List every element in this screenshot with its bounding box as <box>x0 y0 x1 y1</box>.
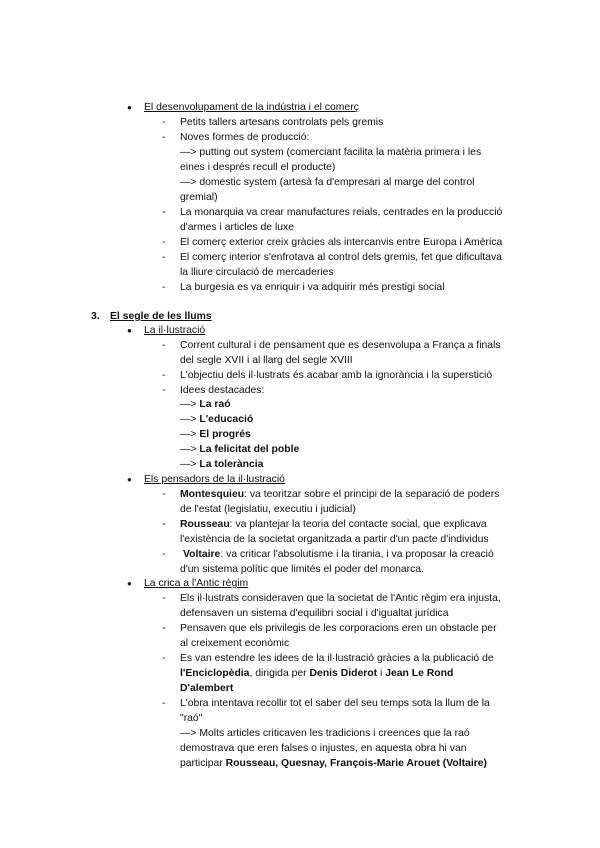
bullet-dot: ● <box>127 103 132 112</box>
item-line: L'objectiu dels il·lustrats és acabar amb la ignorància i la superstició <box>180 370 493 381</box>
idea-line <box>180 428 251 441</box>
arrow: —> <box>180 414 197 425</box>
dash: - <box>162 698 166 709</box>
idea-felicitat: La felicitat del poble <box>199 444 300 455</box>
item-line: Els il·lustrats consideraven que la societat de l'Antic règim era injusta, <box>180 593 501 604</box>
bullet-pensadors: Els pensadors de la il·lustració <box>144 474 285 485</box>
item-line: la lliure circulació de mercaderies <box>180 267 334 278</box>
item-line: —> domestic system (artesà fa d'empresari al marge del control <box>180 177 475 188</box>
dash: - <box>162 549 166 560</box>
dash: - <box>162 385 166 396</box>
idea-line <box>180 443 299 456</box>
dash: - <box>162 252 166 263</box>
item-line: Noves formes de producció: <box>180 132 310 143</box>
dash: - <box>162 593 166 604</box>
idea-tolerancia: La tolerància <box>199 459 264 470</box>
dash: - <box>162 489 166 500</box>
item-line: L'obra intentava recollir tot el saber del seu temps sota la llum de la <box>180 698 490 709</box>
item-line: de l'estat (legislatiu, executiu i judicial) <box>180 504 356 515</box>
item-line: Petits tallers artesans controlats pels gremis <box>180 117 384 128</box>
item-line <box>183 548 494 561</box>
item-line: El comerç exterior creix gràcies als intercanvis entre Europa i Amèrica <box>180 237 503 248</box>
work-enciclopedia: l'Enciclopèdia <box>180 668 250 679</box>
item-line <box>180 518 487 531</box>
dash: - <box>162 132 166 143</box>
bullet-critica: La crica a l'Antic règim <box>144 578 249 589</box>
idea-line <box>180 398 231 411</box>
item-line <box>180 757 487 770</box>
item-line: La monarquia va crear manufactures reials, centrades en la producció <box>180 207 503 218</box>
participants: Rousseau, Quesnay, François-Marie Arouet (Voltaire) <box>225 758 487 769</box>
item-line: l'existència de la societat organitzada a partir d'un pacte d'individus <box>180 534 489 545</box>
dash: - <box>162 623 166 634</box>
section-title: El segle de les llums <box>110 311 212 322</box>
text: : va teoritzar sobre el principi de la separació de poders <box>244 489 500 500</box>
bullet-industria-comerc: El desenvolupament de la indústria i el comerç <box>144 102 359 113</box>
item-line: eines i després recull el producte) <box>180 162 336 173</box>
name-diderot: Denis Diderot <box>309 668 378 679</box>
text: : va plantejar la teoria del contacte social, que explicava <box>229 519 487 530</box>
idea-rao: La raó <box>199 399 231 410</box>
bullet-dot: ● <box>127 475 132 484</box>
text: : va criticar l'absolutisme i la tirania, i va proposar la creació <box>220 549 494 560</box>
name-jean-le-rond: Jean Le Rond <box>385 668 454 679</box>
dash: - <box>162 282 166 293</box>
dash: - <box>162 117 166 128</box>
arrow: —> <box>180 459 197 470</box>
text: , dirigida per <box>249 668 310 679</box>
item-line: Corrent cultural i de pensament que es desenvolupa a França a finals <box>180 340 501 351</box>
item-line: "raó" <box>180 713 203 724</box>
item-line: —> Molts articles criticaven les tradicions i creences que la raó <box>180 728 470 739</box>
dash: - <box>162 237 166 248</box>
item-line: gremial) <box>180 192 218 203</box>
bullet-dot: ● <box>127 579 132 588</box>
item-line: Es van estendre les idees de la il·lustració gràcies a la publicació de <box>180 653 494 664</box>
item-line <box>180 488 499 501</box>
item-line: Pensaven que els privilegis de les corporacions eren un obstacle per <box>180 623 497 634</box>
dash: - <box>162 207 166 218</box>
item-line: defensaven un sistema d'equilibri social i d'igualtat jurídica <box>180 608 449 619</box>
text: i <box>377 668 386 679</box>
item-line: al creixement econòmic <box>180 638 290 649</box>
dash: - <box>162 653 166 664</box>
arrow: —> <box>180 444 197 455</box>
idea-line <box>180 413 253 426</box>
item-line: demostrava que eren falses o injustes, en aquesta obra hi van <box>180 743 467 754</box>
name-dalembert: D'alembert <box>180 683 234 694</box>
item-line <box>180 667 453 680</box>
dash: - <box>162 340 166 351</box>
idea-educacio: L'educació <box>199 414 254 425</box>
dash: - <box>162 519 166 530</box>
item-line: d'un sistema polític que limités el poder del monarca. <box>180 564 424 575</box>
item-line: —> putting out system (comerciant facilita la matèria primera i les <box>180 147 482 158</box>
item-line: El comerç interior s'enfrotava al control dels gremis, fet que dificultava <box>180 252 502 263</box>
arrow: —> <box>180 399 197 410</box>
item-line: del segle XVII i al llarg del segle XVIII <box>180 355 353 366</box>
item-line: La burgesia es va enriquir i va adquirir més prestigi social <box>180 282 445 293</box>
text: participar <box>180 758 226 769</box>
arrow: —> <box>180 429 197 440</box>
item-line: Idees destacades: <box>180 385 265 396</box>
item-line: d'armes i articles de luxe <box>180 222 295 233</box>
idea-progres: El progrés <box>199 429 251 440</box>
section-number: 3. <box>91 311 100 322</box>
dash: - <box>162 370 166 381</box>
idea-line <box>180 458 263 471</box>
name-rousseau: Rousseau <box>180 519 230 530</box>
bullet-dot: ● <box>127 326 132 335</box>
name-montesquieu: Montesquieu <box>180 489 245 500</box>
name-voltaire: Voltaire <box>183 549 221 560</box>
bullet-illustracio: La il·lustració <box>144 325 206 336</box>
